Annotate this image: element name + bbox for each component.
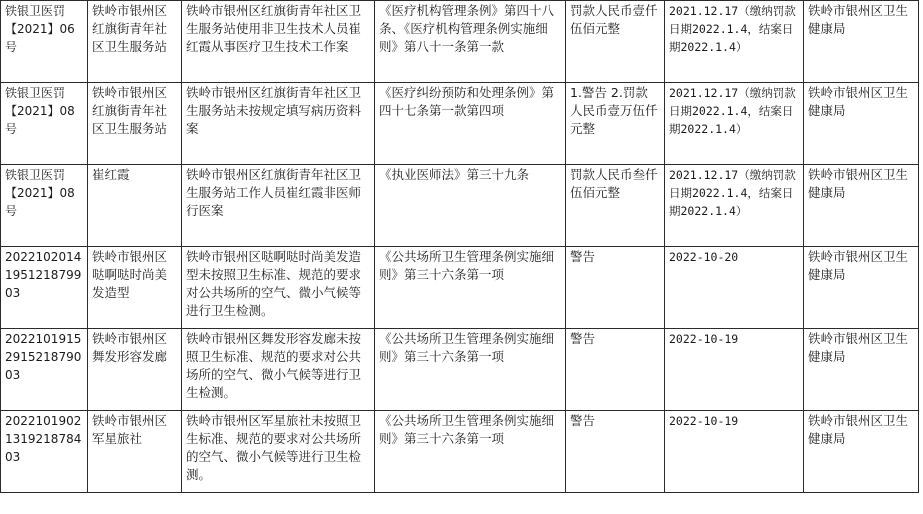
date-cell: 2022-10-20 — [665, 247, 804, 329]
penalty-cell: 警告 — [566, 411, 665, 493]
party-cell: 铁岭市银州区哒啊哒时尚美发造型 — [88, 247, 182, 329]
case-number-cell: 20221020141951218799 03 — [1, 247, 88, 329]
violation-cell: 铁岭市银州区红旗街青年社区卫生服务站工作人员崔红霞非医师行医案 — [182, 165, 375, 247]
table-row — [1, 329, 919, 411]
violation-cell: 铁岭市银州区舞发形容发廊未按照卫生标准、规范的要求对公共场所的空气、微小气候等进行卫生检测。 — [182, 329, 375, 411]
penalty-cell: 罚款人民币壹仟伍佰元整 — [566, 1, 665, 83]
authority-cell: 铁岭市银州区卫生健康局 — [804, 83, 919, 165]
authority-cell: 铁岭市银州区卫生健康局 — [804, 329, 919, 411]
authority-cell: 铁岭市银州区卫生健康局 — [804, 1, 919, 83]
table-row — [1, 1, 919, 83]
date-cell: 2021.12.17（缴纳罚款日期2022.1.4，结案日期2022.1.4） — [665, 1, 804, 83]
table-row — [1, 165, 919, 247]
case-number-cell: 20221019021319218784 03 — [1, 411, 88, 493]
violation-cell: 铁岭市银州区军星旅社未按照卫生标准、规范的要求对公共场所的空气、微小气候等进行卫生检测。 — [182, 411, 375, 493]
party-cell: 铁岭市银州区红旗街青年社区卫生服务站 — [88, 1, 182, 83]
party-cell: 崔红霞 — [88, 165, 182, 247]
case-number-cell: 铁银卫医罚【2021】08号 — [1, 165, 88, 247]
authority-cell: 铁岭市银州区卫生健康局 — [804, 247, 919, 329]
table-row — [1, 83, 919, 165]
violation-cell: 铁岭市银州区红旗街青年社区卫生服务站未按规定填写病历资料案 — [182, 83, 375, 165]
legal-basis-cell: 《医疗纠纷预防和处理条例》第四十七条第一款第四项 — [375, 83, 566, 165]
authority-cell: 铁岭市银州区卫生健康局 — [804, 411, 919, 493]
penalty-cell: 1.警告 2.罚款人民币壹万伍仟元整 — [566, 83, 665, 165]
party-cell: 铁岭市银州区舞发形容发廊 — [88, 329, 182, 411]
case-number-cell: 20221019152915218790 03 — [1, 329, 88, 411]
date-cell: 2022-10-19 — [665, 411, 804, 493]
case-number-cell: 铁银卫医罚【2021】08号 — [1, 83, 88, 165]
party-cell: 铁岭市银州区军星旅社 — [88, 411, 182, 493]
table-row — [1, 411, 919, 493]
date-cell: 2021.12.17（缴纳罚款日期2022.1.4，结案日期2022.1.4） — [665, 165, 804, 247]
penalty-cell: 罚款人民币叁仟伍佰元整 — [566, 165, 665, 247]
case-number-cell: 铁银卫医罚【2021】06号 — [1, 1, 88, 83]
party-cell: 铁岭市银州区红旗街青年社区卫生服务站 — [88, 83, 182, 165]
violation-cell: 铁岭市银州区哒啊哒时尚美发造型未按照卫生标准、规范的要求对公共场所的空气、微小气候等进行卫生检测。 — [182, 247, 375, 329]
legal-basis-cell: 《公共场所卫生管理条例实施细则》第三十六条第一项 — [375, 247, 566, 329]
table-row — [1, 247, 919, 329]
penalty-cell: 警告 — [566, 247, 665, 329]
authority-cell: 铁岭市银州区卫生健康局 — [804, 165, 919, 247]
legal-basis-cell: 《医疗机构管理条例》第四十八条、《医疗机构管理条例实施细则》第八十一条第一款 — [375, 1, 566, 83]
legal-basis-cell: 《公共场所卫生管理条例实施细则》第三十六条第一项 — [375, 411, 566, 493]
date-cell: 2021.12.17（缴纳罚款日期2022.1.4，结案日期2022.1.4） — [665, 83, 804, 165]
date-cell: 2022-10-19 — [665, 329, 804, 411]
legal-basis-cell: 《公共场所卫生管理条例实施细则》第三十六条第一项 — [375, 329, 566, 411]
legal-basis-cell: 《执业医师法》第三十九条 — [375, 165, 566, 247]
violation-cell: 铁岭市银州区红旗街青年社区卫生服务站使用非卫生技术人员崔红霞从事医疗卫生技术工作案 — [182, 1, 375, 83]
penalty-cell: 警告 — [566, 329, 665, 411]
